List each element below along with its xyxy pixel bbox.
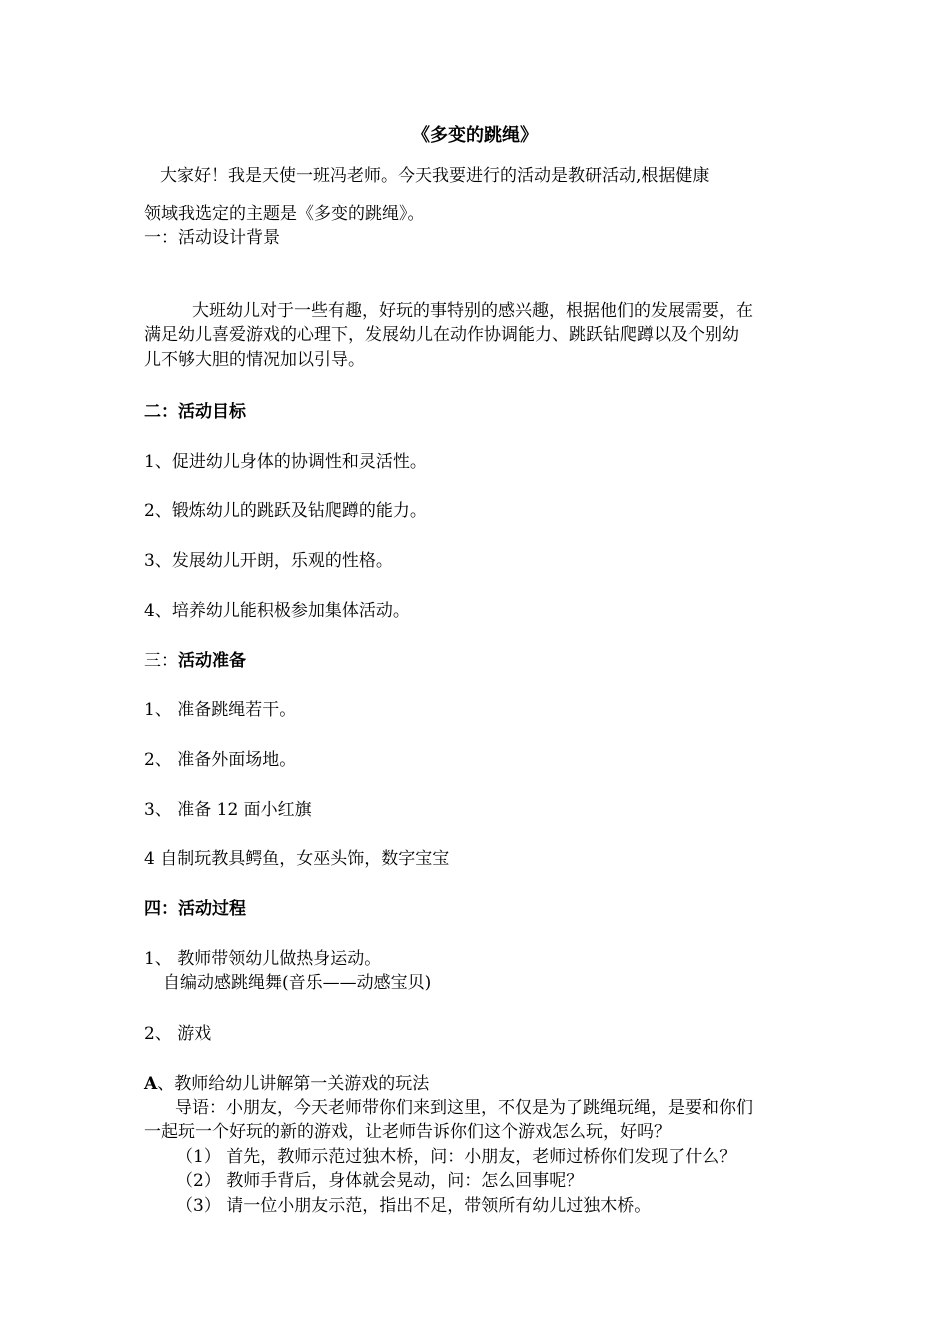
document-title: 《多变的跳绳》 [412,125,538,146]
sub-step: （2） 教师手背后，身体就会晃动，问：怎么回事呢？ [176,1171,584,1191]
section-3-heading-prefix: 三： [144,651,178,671]
preparation-item: 2、 准备外面场地。 [144,750,297,770]
guide-line-1: 导语：小朋友，今天老师带你们来到这里，不仅是为了跳绳玩绳，是要和你们 [175,1098,753,1118]
section-3-heading-text: 活动准备 [178,651,246,671]
section-3-heading [144,649,246,673]
preparation-item: 4 自制玩教具鳄鱼，女巫头饰，数字宝宝 [144,849,450,869]
goal-item: 3、发展幼儿开朗，乐观的性格。 [144,551,393,571]
intro-text-c: 天使一班冯 [262,166,347,186]
section-2-heading: 二：活动目标 [144,402,246,422]
background-paragraph-line-2: 满足幼儿喜爱游戏的心理下，发展幼儿在动作协调能力、跳跃钻爬蹲以及个别幼 [144,325,739,345]
intro-line-2: 领域我选定的主题是《多变的跳绳》。 [144,204,425,224]
section-1-heading: 一：活动设计背景 [144,228,280,248]
intro-text-e: 教研活动,根据健康 [568,166,710,186]
goal-item: 2、锻炼幼儿的跳跃及钻爬蹲的能力。 [144,501,427,521]
intro-text-a: 大家 [160,166,194,186]
goal-item: 4、培养幼儿能积极参加集体活动。 [144,601,410,621]
section-4-heading: 四：活动过程 [144,899,246,919]
preparation-item: 1、 准备跳绳若干。 [144,700,297,720]
intro-line-1 [160,164,709,188]
part-a-heading [144,1072,429,1096]
intro-text-d: 老师。今天我要进行的活动是 [347,166,568,186]
part-a-label: A [144,1074,158,1094]
process-step-1-detail: 自编动感跳绳舞(音乐——动感宝贝) [163,973,432,993]
preparation-item: 3、 准备 12 面小红旗 [144,800,312,820]
process-step-2: 2、 游戏 [144,1024,212,1044]
process-step-1: 1、 教师带领幼儿做热身运动。 [144,949,382,969]
sub-step: （3） 请一位小朋友示范，指出不足，带领所有幼儿过独木桥。 [176,1196,652,1216]
intro-text-b: 好！我是 [194,166,262,186]
background-paragraph-line-3: 儿不够大胆的情况加以引导。 [144,350,365,370]
part-a-text: 、教师给幼儿讲解第一关游戏的玩法 [157,1074,430,1094]
guide-line-2: 一起玩一个好玩的新的游戏，让老师告诉你们这个游戏怎么玩，好吗？ [144,1122,671,1142]
background-paragraph-line-1: 大班幼儿对于一些有趣，好玩的事特别的感兴趣，根据他们的发展需要，在 [192,301,753,321]
goal-item: 1、促进幼儿身体的协调性和灵活性。 [144,452,427,472]
sub-step: （1） 首先，教师示范过独木桥，问：小朋友，老师过桥你们发现了什么？ [176,1147,737,1167]
